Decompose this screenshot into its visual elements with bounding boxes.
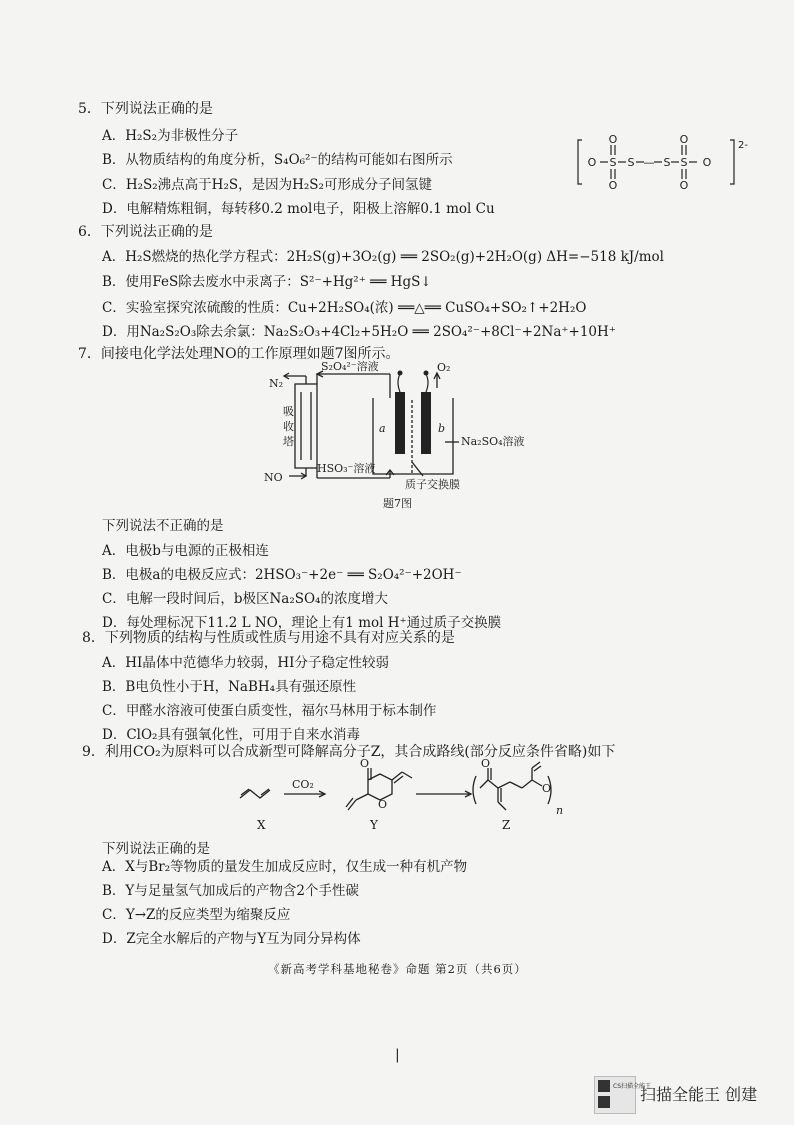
q5-stem: 5．下列说法正确的是 [78, 101, 213, 117]
q6-option-c: C．实验室探究浓硫酸的性质：Cu+2H₂SO₄(浓) ══△══ CuSO₄+SO₂↑+2H₂O [102, 300, 587, 316]
svg-text:O: O [702, 156, 712, 169]
q9-option-c: C．Y→Z的反应类型为缩聚反应 [102, 907, 291, 923]
fig7-caption: 题7图 [383, 497, 412, 510]
q7-stem: 7．间接电化学法处理NO的工作原理如题7图所示。 [78, 346, 400, 362]
na2so4-label: Na₂SO₄溶液 [461, 435, 525, 448]
q8-option-c: C．甲醛水溶液可使蛋白质变性，福尔马林用于标本制作 [102, 703, 437, 719]
q7-option-a: A．电极b与电源的正极相连 [102, 543, 269, 559]
q9-stem: 9．利用CO₂为原料可以合成新型可降解高分子Z，其合成路线(部分反应条件省略)如下 [82, 744, 616, 760]
q5-option-b: B．从物质结构的角度分析，S₄O₆²⁻的结构可能如右图所示 [102, 152, 453, 168]
q7-option-c: C．电解一段时间后，b极区Na₂SO₄的浓度增大 [102, 591, 388, 607]
q6-option-b: B．使用FeS除去废水中汞离子：S²⁻+Hg²⁺ ══ HgS↓ [102, 274, 432, 290]
q9-sub-stem: 下列说法正确的是 [102, 841, 210, 857]
n2-label: N₂ [269, 377, 284, 390]
q8-option-a: A．HI晶体中范德华力较弱，HI分子稳定性较弱 [102, 655, 389, 671]
svg-text:O: O [378, 798, 388, 811]
q5-option-c: C．H₂S₂沸点高于H₂S，是因为H₂S₂可形成分子间氢键 [102, 177, 432, 193]
q6-stem: 6．下列说法正确的是 [78, 224, 213, 240]
q5-option-a: A．H₂S₂为非极性分子 [102, 128, 239, 144]
electrolysis-diagram [255, 362, 555, 490]
scanner-logo-icon [594, 1076, 651, 1114]
q5-option-d: D．电解精炼粗铜，每转移0.2 mol电子，阳极上溶解0.1 mol Cu [102, 201, 495, 217]
electrode-a-label: a [379, 422, 386, 435]
q7-option-b: B．电极a的电极反应式：2HSO₃⁻+2e⁻ ══ S₂O₄²⁻+2OH⁻ [102, 567, 462, 583]
svg-text:O: O [360, 757, 370, 770]
svg-text:O: O [679, 179, 689, 192]
q9-option-a: A．X与Br₂等物质的量发生加成反应时，仅生成一种有机产物 [102, 859, 468, 875]
svg-text:S: S [680, 156, 688, 169]
q7-option-d: D．每处理标况下11.2 L NO，理论上有1 mol H⁺通过质子交换膜 [102, 615, 502, 631]
svg-text:O: O [679, 133, 689, 146]
bottom-flow-label: HSO₃⁻溶液 [317, 462, 376, 475]
svg-text:O: O [587, 156, 597, 169]
synthesis-route-diagram [230, 757, 564, 830]
q7-sub-stem: 下列说法不正确的是 [102, 518, 224, 534]
compound-z-label: Z [502, 818, 511, 832]
electrode-b-label: b [438, 422, 446, 435]
svg-text:O: O [481, 757, 491, 770]
q6-option-a: A．H₂S燃烧的热化学方程式：2H₂S(g)+3O₂(g) ══ 2SO₂(g)+2H₂O(g) ΔH=−518 kJ/mol [102, 249, 664, 265]
o2-label: O₂ [437, 361, 451, 374]
degree-n-label: n [556, 804, 564, 817]
no-label: NO [264, 471, 283, 484]
s4o6-charge: 2- [738, 140, 748, 151]
compound-y-label: Y [370, 818, 378, 832]
top-flow-label: S₂O₄²⁻溶液 [321, 360, 379, 373]
membrane-label: 质子交换膜 [405, 478, 460, 491]
svg-text:O: O [608, 179, 618, 192]
compound-x-label: X [257, 818, 266, 832]
q9-option-d: D．Z完全水解后的产物与Y互为同分异构体 [102, 931, 361, 947]
q8-option-b: B．B电负性小于H，NaBH₄具有强还原性 [102, 679, 357, 695]
svg-text:S: S [663, 156, 671, 169]
page-footer: 《新高考学科基地秘卷》命题 第2页（共6页） [268, 962, 527, 976]
co2-label: CO₂ [292, 778, 314, 791]
q6-option-d: D．用Na₂S₂O₃除去余氯：Na₂S₂O₃+4Cl₂+5H₂O ══ 2SO₄²⁻+8Cl⁻+2Na⁺+10H⁺ [102, 324, 616, 340]
svg-text:O: O [608, 133, 618, 146]
q9-option-b: B．Y与足量氢气加成后的产物含2个手性碳 [102, 883, 359, 899]
q8-option-d: D．ClO₂具有强氧化性，可用于自来水消毒 [102, 727, 360, 743]
q8-stem: 8．下列物质的结构与性质或性质与用途不具有对应关系的是 [82, 630, 455, 646]
svg-text:O: O [542, 782, 552, 795]
watermark-text: 扫描全能王 创建 [640, 1085, 758, 1104]
tower-label: 吸收塔 [283, 405, 294, 448]
svg-text:S: S [627, 156, 635, 169]
svg-text:S: S [609, 156, 617, 169]
scanner-logo-text: CS扫描全能王 [613, 1083, 651, 1090]
page-mark: | [395, 1047, 400, 1063]
svg-text:—: — [643, 156, 655, 169]
